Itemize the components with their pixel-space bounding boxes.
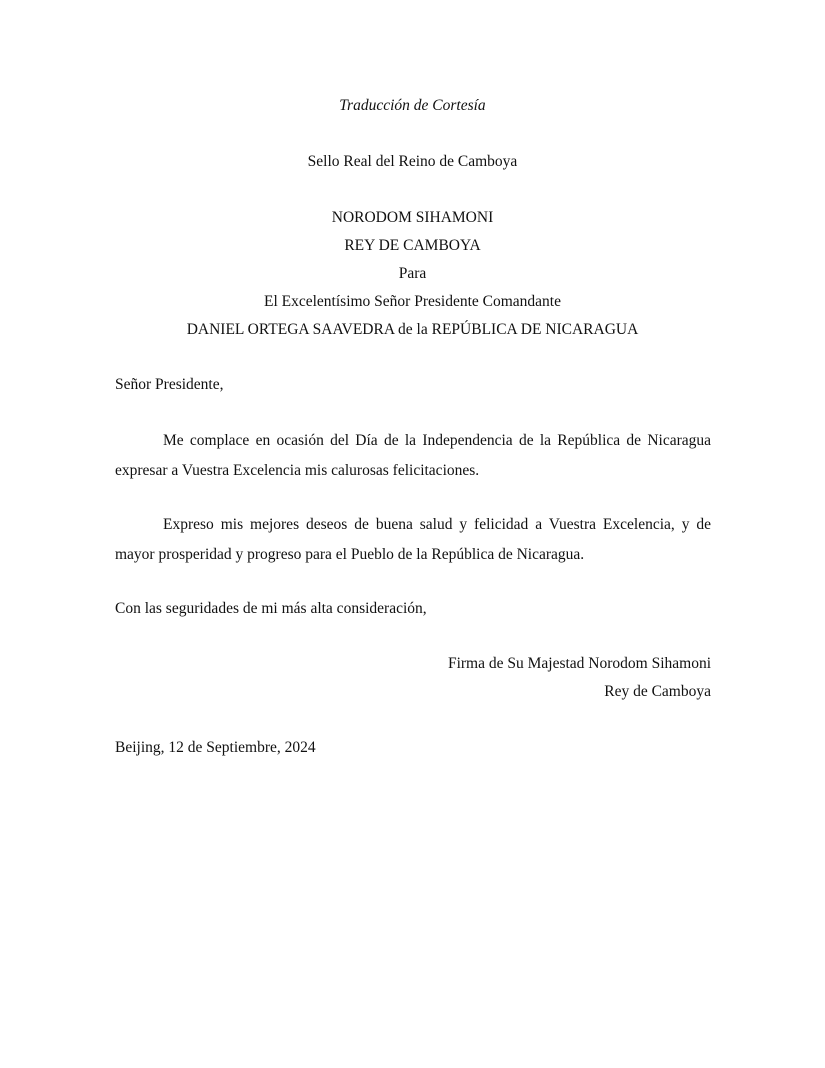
paragraph-1 (115, 431, 711, 491)
paragraph-2-line-2: mayor prosperidad y progreso para el Pueblo de la República de Nicaragua. (115, 546, 585, 563)
sender-title: REY DE CAMBOYA (344, 237, 481, 254)
recipient-name: DANIEL ORTEGA SAAVEDRA de la REPÚBLICA DE NICARAGUA (186, 321, 639, 338)
paragraph-1-line-1: Me complace en ocasión del Día de la Independencia de la República de Nicaragua (163, 432, 711, 449)
signature-line-1: Firma de Su Majestad Norodom Sihamoni (447, 655, 711, 672)
addressed-to: Para (398, 265, 427, 282)
translation-note: Traducción de Cortesía (339, 97, 486, 114)
salutation: Señor Presidente, (115, 376, 224, 393)
closing: Con las seguridades de mi más alta consideración, (115, 600, 427, 617)
paragraph-2-line-1: Expreso mis mejores deseos de buena salud y felicidad a Vuestra Excelencia, y de (163, 516, 711, 533)
place-and-date: Beijing, 12 de Septiembre, 2024 (115, 739, 316, 756)
paragraph-2 (115, 515, 711, 575)
recipient-honorific: El Excelentísimo Señor Presidente Comandante (263, 293, 561, 310)
signature-line-2: Rey de Camboya (604, 683, 711, 700)
paragraph-1-line-2: expresar a Vuestra Excelencia mis calurosas felicitaciones. (115, 462, 480, 479)
sender-name: NORODOM SIHAMONI (331, 209, 494, 226)
royal-seal-caption: Sello Real del Reino de Camboya (307, 153, 518, 170)
